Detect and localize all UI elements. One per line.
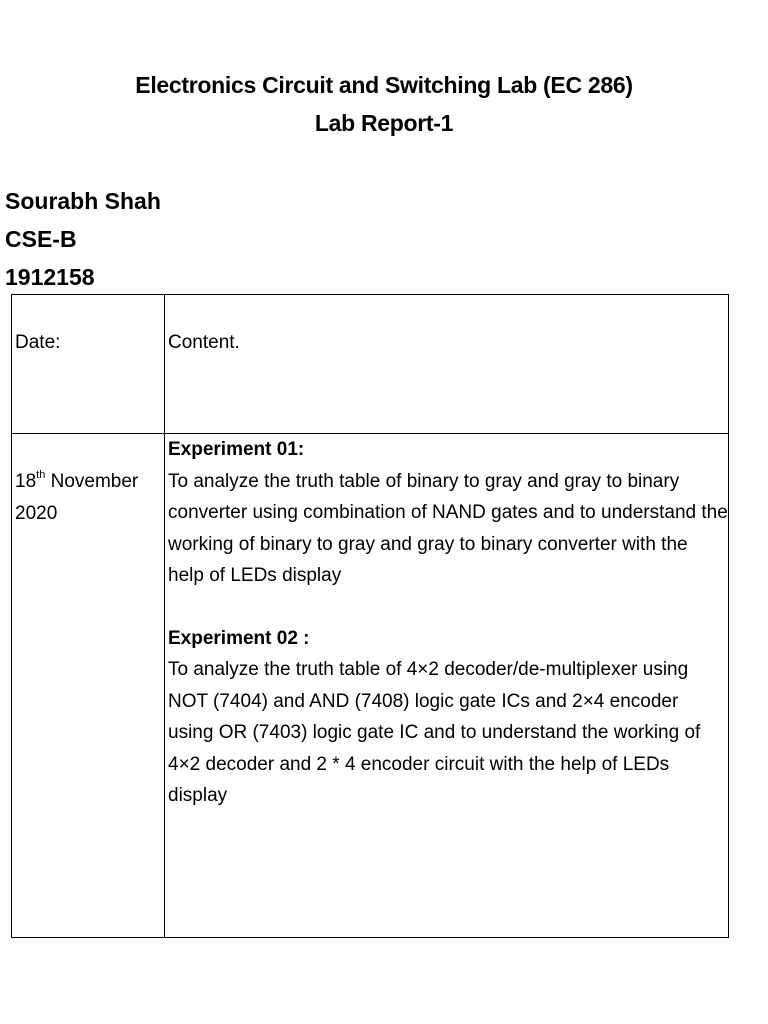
date-suffix: th <box>36 469 46 481</box>
date-header-cell <box>12 295 165 434</box>
student-roll-number: 1912158 <box>5 264 95 290</box>
student-info <box>5 182 161 296</box>
table-row <box>12 434 729 938</box>
experiment-2-title: Experiment 02 : <box>168 627 310 649</box>
experiment-2 <box>168 623 728 812</box>
report-title: Lab Report-1 <box>314 110 454 136</box>
content-header: Content. <box>168 332 240 353</box>
date-year: 2020 <box>15 502 58 524</box>
content-cell <box>165 434 729 938</box>
date-header: Date: <box>15 332 61 353</box>
experiment-spacer <box>168 592 728 623</box>
lab-report-table <box>11 294 729 938</box>
student-name: Sourabh Shah <box>5 188 161 214</box>
experiment-1-title: Experiment 01: <box>168 439 305 460</box>
entry-date-line <box>15 466 164 498</box>
date-day: 18 <box>15 471 37 492</box>
content-header-cell <box>165 295 729 434</box>
date-cell <box>12 434 165 938</box>
experiment-1 <box>168 434 728 592</box>
course-title: Electronics Circuit and Switching Lab (EC 286) <box>135 72 633 98</box>
experiment-1-description: To analyze the truth table of binary to gray and gray to binary converter using combination of NAND gates and to understand the working of binary to gray and gray to binary converter with the help of LEDs display <box>168 470 728 586</box>
experiment-2-description: To analyze the truth table of 4×2 decoder/de-multiplexer using NOT (7404) and AND (7408) logic gate ICs and 2×4 encoder using OR (7403) logic gate IC and to understand the working of 4×2 decoder and 2 * 4 encoder circuit with the help of LEDs display <box>168 659 701 806</box>
date-month: November <box>45 471 139 492</box>
table-header-row <box>12 295 729 434</box>
student-section: CSE-B <box>5 226 77 252</box>
